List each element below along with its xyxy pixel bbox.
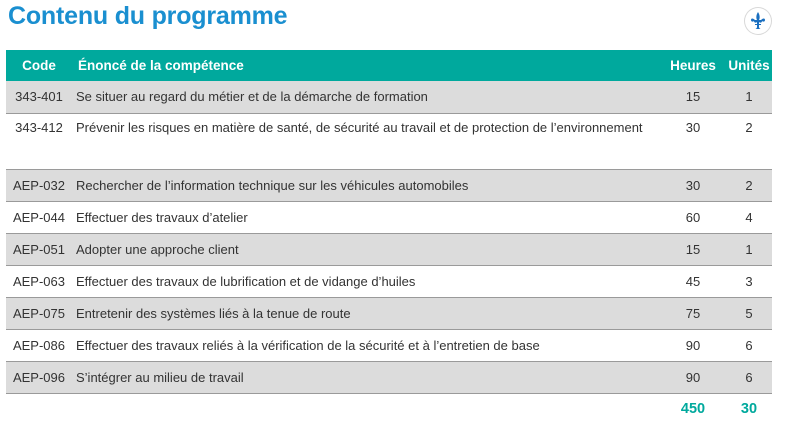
row-code: AEP-086 (6, 329, 72, 361)
row-code: AEP-032 (6, 169, 72, 201)
row-code: 343-401 (6, 81, 72, 113)
row-heures: 90 (660, 329, 726, 361)
row-heures: 30 (660, 113, 726, 169)
row-heures: 30 (660, 169, 726, 201)
header-unites: Unités (726, 50, 772, 81)
row-heures: 75 (660, 297, 726, 329)
table-row (6, 81, 772, 113)
table-row (6, 233, 772, 265)
row-enonce: Rechercher de l’information technique sur les véhicules automobiles (72, 169, 660, 201)
row-heures: 90 (660, 361, 726, 393)
page-title: Contenu du programme (8, 2, 288, 30)
row-unites: 6 (726, 329, 772, 361)
fleur-de-lis-icon (750, 12, 766, 30)
row-unites: 4 (726, 201, 772, 233)
table-row (6, 265, 772, 297)
header-heures: Heures (660, 50, 726, 81)
logo (745, 8, 771, 34)
row-unites: 2 (726, 169, 772, 201)
table-row (6, 297, 772, 329)
table-row (6, 329, 772, 361)
row-enonce: Adopter une approche client (72, 233, 660, 265)
row-enonce: S’intégrer au milieu de travail (72, 361, 660, 393)
table-header-row (6, 50, 772, 81)
row-enonce: Prévenir les risques en matière de santé, de sécurité au travail et de protection de l’environnement (72, 113, 660, 169)
total-unites: 30 (726, 393, 772, 424)
row-unites: 5 (726, 297, 772, 329)
row-code: AEP-063 (6, 265, 72, 297)
header-enonce: Énoncé de la compétence (72, 50, 660, 81)
table-row (6, 201, 772, 233)
row-enonce: Effectuer des travaux de lubrification et de vidange d’huiles (72, 265, 660, 297)
row-heures: 15 (660, 233, 726, 265)
row-enonce: Effectuer des travaux reliés à la vérification de la sécurité et à l’entretien de base (72, 329, 660, 361)
row-unites: 1 (726, 233, 772, 265)
row-unites: 6 (726, 361, 772, 393)
row-code: AEP-096 (6, 361, 72, 393)
row-heures: 60 (660, 201, 726, 233)
row-code: AEP-044 (6, 201, 72, 233)
row-unites: 2 (726, 113, 772, 169)
table-row (6, 113, 772, 169)
totals-row (6, 393, 772, 424)
row-code: AEP-051 (6, 233, 72, 265)
row-unites: 3 (726, 265, 772, 297)
table-row (6, 169, 772, 201)
program-table (6, 50, 772, 424)
table-row (6, 361, 772, 393)
row-enonce: Effectuer des travaux d’atelier (72, 201, 660, 233)
row-code: 343-412 (6, 113, 72, 169)
row-enonce: Se situer au regard du métier et de la démarche de formation (72, 81, 660, 113)
total-heures: 450 (660, 393, 726, 424)
row-heures: 15 (660, 81, 726, 113)
header-code: Code (6, 50, 72, 81)
row-unites: 1 (726, 81, 772, 113)
row-heures: 45 (660, 265, 726, 297)
row-enonce: Entretenir des systèmes liés à la tenue de route (72, 297, 660, 329)
row-code: AEP-075 (6, 297, 72, 329)
